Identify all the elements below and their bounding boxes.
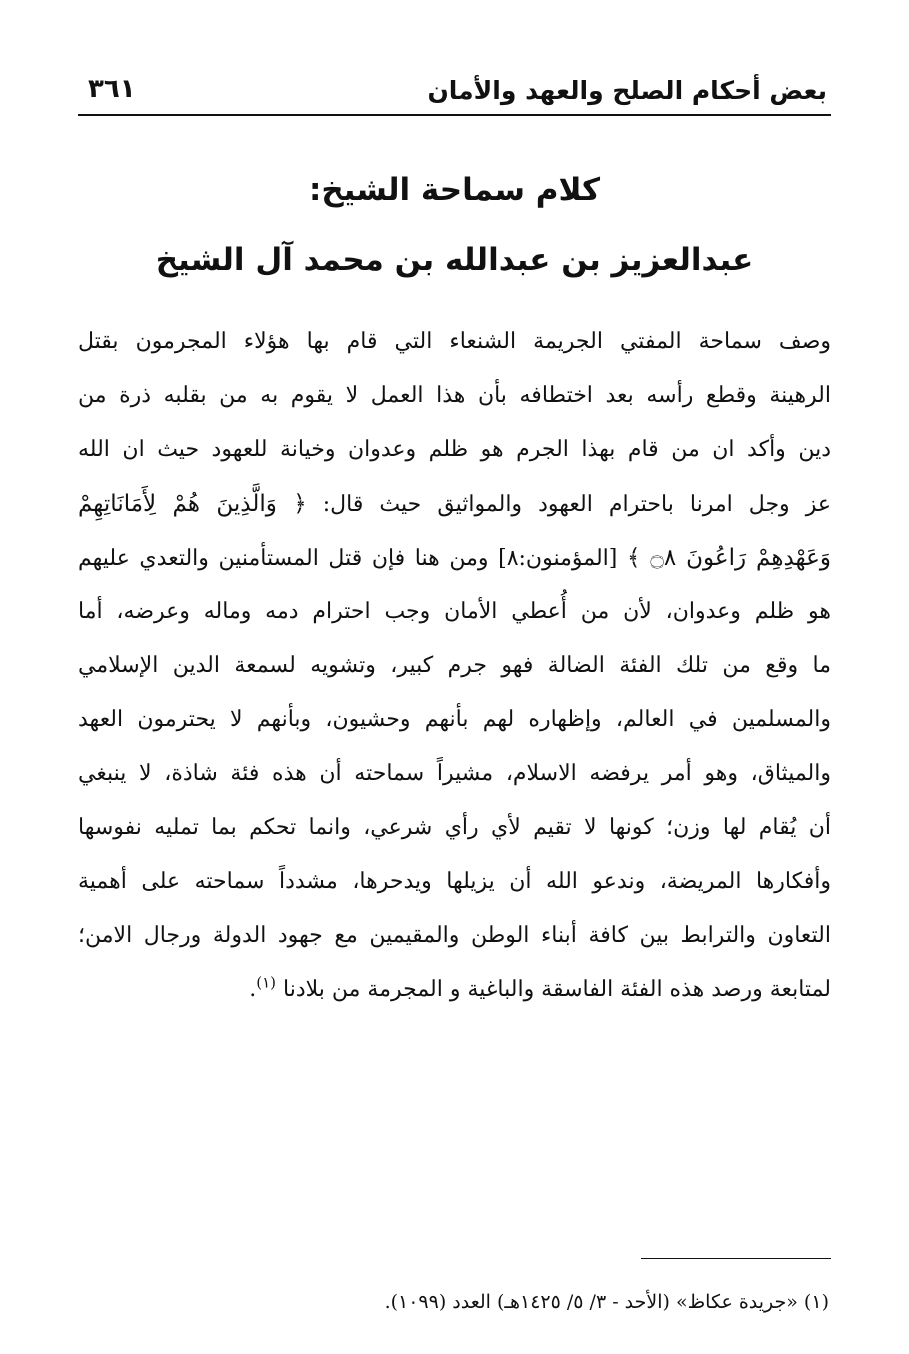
body-line: دين وأكد ان من قام بهذا الجرم هو ظلم وعدوان وخيانة للعهود حيث ان الله [78,437,831,462]
body-line-text: لمتابعة ورصد هذه الفئة الفاسقة والباغية و المجرمة من بلادنا [283,977,831,1002]
body-text [78,318,831,1020]
quran-verse-part1: ﴿ وَالَّذِينَ هُمْ لِأَمَانَاتِهِمْ [78,491,307,517]
body-line-with-quran [78,534,831,588]
body-line: الرهينة وقطع رأسه بعد اختطافه بأن هذا العمل لا يقوم به من بقلبه ذرة من [78,383,831,408]
body-line: هو ظلم وعدوان، لأن من أُعطي الأمان وجب احترام دمه وماله وعرضه، أما [78,599,831,624]
body-line: وصف سماحة المفتي الجريمة الشنعاء التي قام بها هؤلاء المجرمون بقتل [78,329,831,354]
body-line-with-quran [78,480,831,534]
end-mark: . [249,977,257,1002]
footnote-reference: (١) [256,973,277,992]
body-line: وأفكارها المريضة، وندعو الله أن يزيلها ويدحرها، مشدداً سماحته على أهمية [78,869,831,894]
section-title: كلام سماحة الشيخ: [308,172,601,208]
body-line: ما وقع من تلك الفئة الضالة فهو جرم كبير، وتشويه لسمعة الدين الإسلامي [78,653,831,678]
page-number: ٣٦١ [88,74,136,104]
body-line-last [78,966,831,1020]
footnote-divider [641,1258,831,1259]
running-title: بعض أحكام الصلح والعهد والأمان [427,76,827,105]
running-header [78,70,831,116]
footnote: (١) «جريدة عكاظ» (الأحد - ٣/ ٥/ ١٤٢٥هـ) العدد (١٠٩٩). [384,1291,829,1313]
body-line: التعاون والترابط بين كافة أبناء الوطن والمقيمين مع جهود الدولة ورجال الامن؛ [78,923,831,948]
body-line: أن يُقام لها وزن؛ كونها لا تقيم لأي رأي شرعي، وانما تحكم بما تمليه نفوسها [78,815,831,840]
body-line-text: عز وجل امرنا باحترام العهود والمواثيق حيث قال: [322,492,831,517]
body-line: والمسلمين في العالم، وإظهاره لهم بأنهم وحشيون، وبأنهم لا يحترمون العهد [78,707,831,732]
body-line-text: [المؤمنون:٨] ومن هنا فإن قتل المستأمنين والتعدي عليهم [78,546,618,571]
section-name: عبدالعزيز بن عبدالله بن محمد آل الشيخ [155,242,754,278]
quran-verse-part2: وَعَهْدِهِمْ رَاعُونَ ۝٨ ﴾ [626,545,831,571]
body-line: والميثاق، وهو أمر يرفضه الاسلام، مشيراً سماحته أن هذه فئة شاذة، لا ينبغي [78,761,831,786]
